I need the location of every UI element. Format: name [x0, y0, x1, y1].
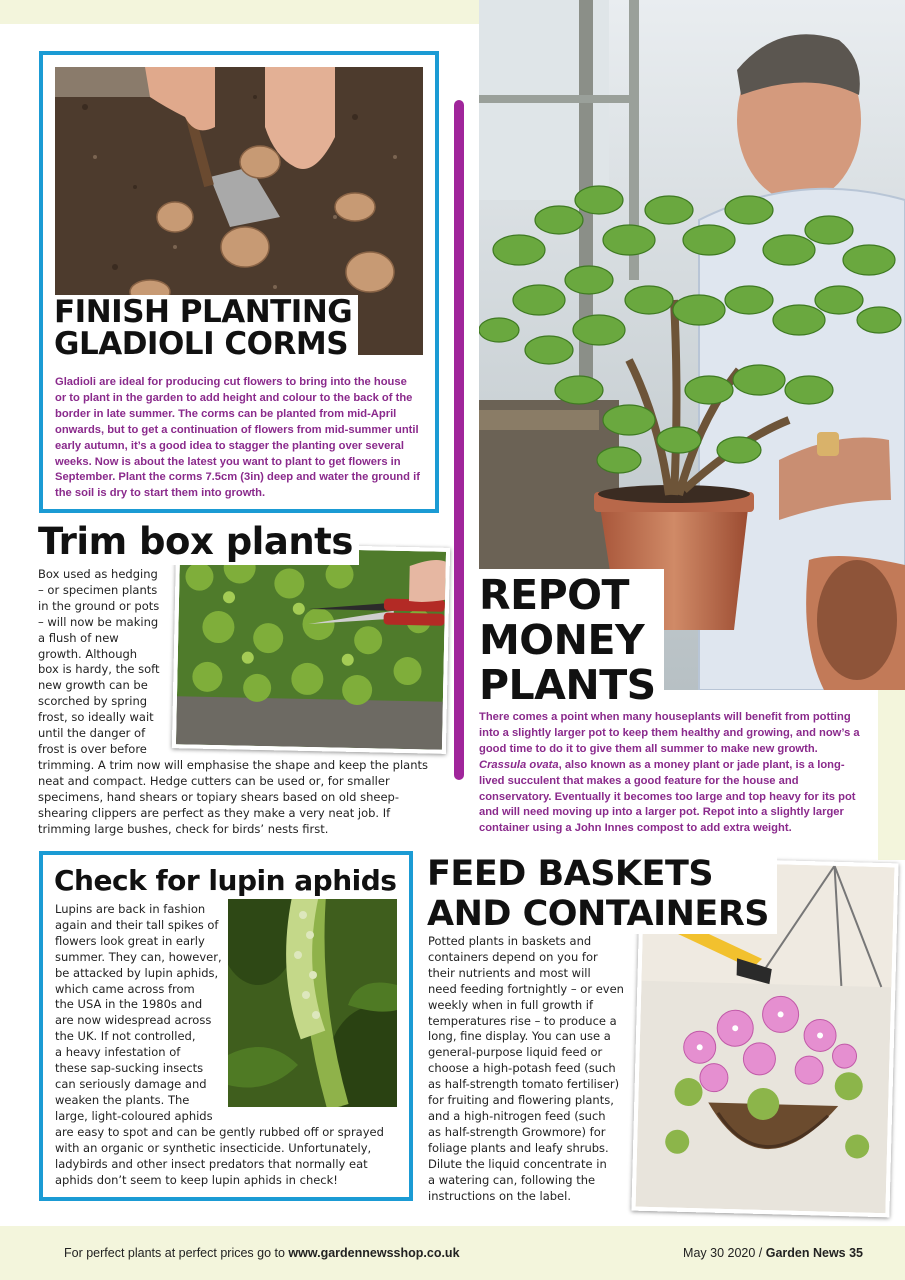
- baskets-line: instructions on the label.: [428, 1188, 571, 1203]
- lupin-line: are now widespread across: [55, 1013, 212, 1028]
- baskets-line: as half-strength tomato fertiliser): [428, 1077, 620, 1092]
- baskets-line: choose a high-potash feed (such: [428, 1061, 616, 1076]
- lupin-photo: [228, 865, 397, 1107]
- lupin-line: flowers look great in early: [55, 933, 205, 948]
- gladioli-body: Gladioli are ideal for producing cut flowers to bring into the house or to plant in the garden to add height and colour to the back of the border in late summer. The corms can be planted from mid-April onwards, but to get a continuation of flowers from mid-summer until early autumn, it’s a good idea to stagger the planting over several weeks. Now is about the latest you want to plant to get flowers in September. Plant the corms 7.5cm (3in) deep and water the ground if the soil is dry to start them into growth.: [55, 376, 420, 500]
- lupin-aphids-illustration: [228, 865, 397, 1107]
- lupin-body-wide: are easy to spot and can be gently rubbed off or sprayed with an organic or synthetic insecticide. Unfortunately, ladybirds and other insect predators that normally eat aphids don’t seem to keep lupin aphids in check!: [55, 1125, 384, 1187]
- box-line: – will now be making: [38, 614, 159, 629]
- baskets-line: as half-strength Growmore) for: [428, 1124, 606, 1139]
- baskets-body: [428, 934, 638, 1204]
- baskets-line: containers depend on you for: [428, 949, 598, 964]
- lupin-line: weaken the plants. The: [55, 1092, 190, 1107]
- lupin-line: summer. They can, however,: [55, 949, 222, 964]
- lupin-line: be attacked by lupin aphids,: [55, 965, 219, 980]
- baskets-line: Potted plants in baskets and: [428, 934, 592, 948]
- box-line: growth. Although: [38, 646, 138, 661]
- box-line: scorched by spring: [38, 694, 148, 709]
- lupin-line: these sap-sucking insects: [55, 1061, 204, 1076]
- box-hedge-photo: [172, 542, 450, 754]
- box-line: Box used as hedging: [38, 567, 158, 581]
- footer-promo: For perfect plants at perfect prices go to www.gardennewsshop.co.uk: [64, 1246, 460, 1260]
- box-line: new growth can be: [38, 678, 148, 693]
- box-line: until the danger of: [38, 726, 146, 741]
- lupin-line: the USA in the 1980s and: [55, 997, 203, 1012]
- lupin-line: Lupins are back in fashion: [55, 902, 206, 916]
- margin-band: [878, 690, 905, 860]
- baskets-line: temperatures rise – to produce a: [428, 1013, 617, 1028]
- lupin-line: can seriously damage and: [55, 1076, 207, 1091]
- top-band: [0, 0, 480, 24]
- baskets-line: for fruiting and flowering plants,: [428, 1093, 614, 1108]
- box-line: – or specimen plants: [38, 582, 158, 597]
- box-line: box is hardy, the soft: [38, 662, 160, 677]
- lupin-line: a heavy infestation of: [55, 1045, 181, 1060]
- money-body: There comes a point when many houseplants will benefit from potting into a slightly larger pot to keep them healthy and growing, and now’s a good time to do it to give them all summer to make new growth. Crassula ovata, also known as a money plant or jade plant, is a long-lived succulent that makes a good feature for the house and conservatory. Eventually it becomes too large and top heavy for its pot and will need moving up into a larger pot. Repot into a slightly larger container using a John Innes compost to add extra weight.: [479, 711, 860, 835]
- gladioli-title: FINISH PLANTING GLADIOLI CORMS: [48, 295, 358, 360]
- baskets-line: weekly when in full growth if: [428, 997, 594, 1012]
- footer-folio: May 30 2020 / Garden News 35: [683, 1246, 863, 1260]
- lupin-title: Check for lupin aphids: [48, 863, 402, 899]
- lupin-line: large, light-coloured aphids: [55, 1108, 213, 1123]
- baskets-line: long, fine display. You can use a: [428, 1029, 611, 1044]
- baskets-line: a watering can, following the: [428, 1172, 596, 1187]
- lupin-line: the UK. If not controlled,: [55, 1029, 196, 1044]
- money-title: REPOT MONEY PLANTS: [473, 569, 664, 708]
- box-line: a flush of new: [38, 630, 119, 645]
- box-title: Trim box plants: [32, 519, 359, 565]
- lupin-line: which came across from: [55, 981, 195, 996]
- column-divider: [454, 100, 464, 780]
- box-body-narrow: [38, 567, 174, 758]
- box-hedge-illustration: [176, 546, 446, 750]
- footer-url-link[interactable]: www.gardennewsshop.co.uk: [288, 1246, 460, 1260]
- baskets-line: Dilute the liquid concentrate in: [428, 1156, 607, 1171]
- box-line: frost is over before: [38, 741, 147, 756]
- box-body-wide: trimming. A trim now will emphasise the shape and keep the plants neat and compact. Hedge cutters can be used or, for smaller specimens, hand shears or topiary shears based on old sheep-shearing clippers are perfect as they make a very neat job. If trimming large bushes, check for birds’ nests first.: [38, 758, 428, 836]
- lupin-line: again and their tall spikes of: [55, 917, 219, 932]
- baskets-line: and a high-nitrogen feed (such: [428, 1108, 606, 1123]
- baskets-line: need feeding fortnightly – or even: [428, 981, 624, 996]
- baskets-line: their nutrients and most will: [428, 965, 591, 980]
- lupin-body-narrow: [55, 902, 227, 1125]
- baskets-title: FEED BASKETS AND CONTAINERS: [421, 852, 777, 934]
- baskets-line: general-purpose liquid feed or: [428, 1045, 603, 1060]
- baskets-line: foliage plants and leafy shrubs.: [428, 1140, 609, 1155]
- box-line: in the ground or pots: [38, 598, 160, 613]
- box-line: frost, so ideally wait: [38, 710, 154, 725]
